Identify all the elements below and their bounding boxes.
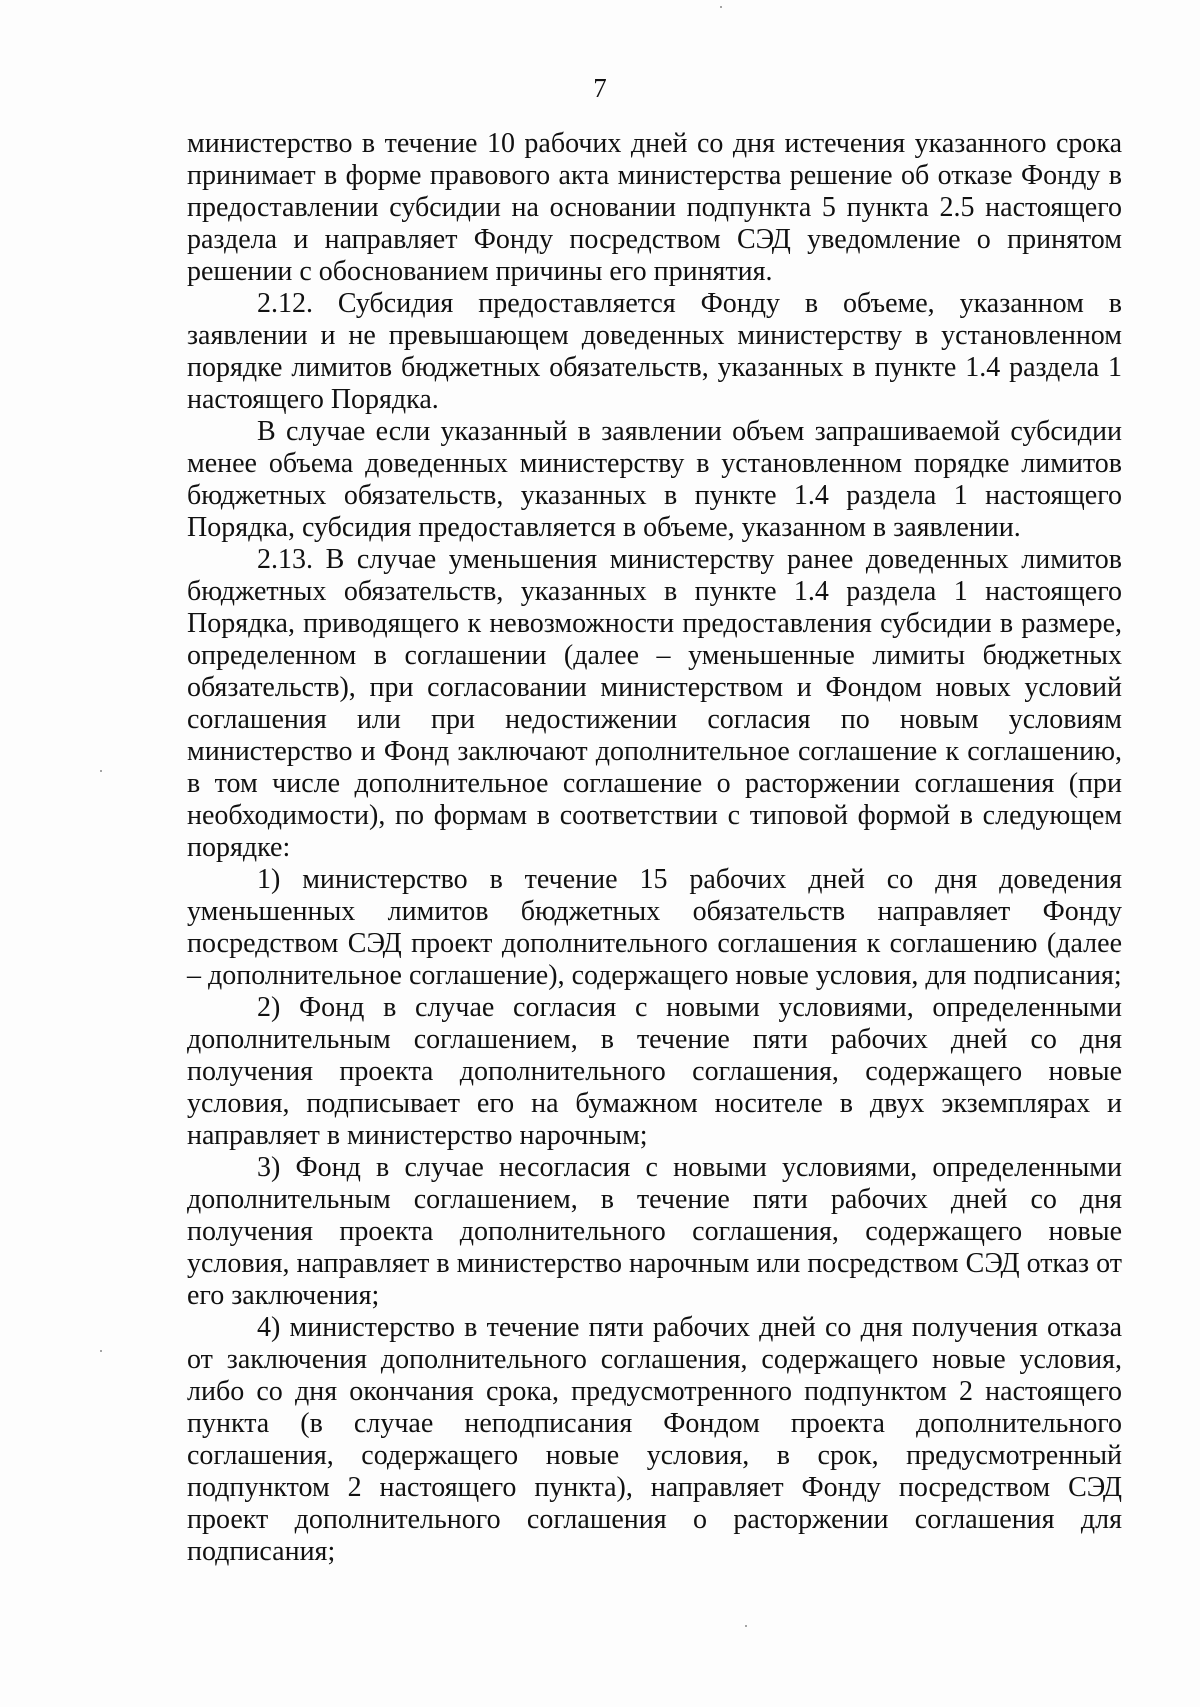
list-item-3: 3) Фонд в случае несогласия с новыми условиями, определенными дополнительным соглашением, в течение пяти рабочих дней со дня получения проекта дополнительного соглашения, содержащего новые условия, направляет в министерство нарочным или посредством СЭД отказ от его заключения; bbox=[187, 1152, 1122, 1311]
list-item-2: 2) Фонд в случае согласия с новыми условиями, определенными дополнительным соглашением, в течение пяти рабочих дней со дня получения проекта дополнительного соглашения, содержащего новые условия, подписывает его на бумажном носителе в двух экземплярах и направляет в министерство нарочным; bbox=[187, 992, 1122, 1151]
paragraph-2-12: 2.12. Субсидия предоставляется Фонду в объеме, указанном в заявлении и не превышающем доведенных министерству в установленном порядке лимитов бюджетных обязательств, указанных в пункте 1.4 раздела 1 настоящего Порядка. bbox=[187, 288, 1122, 415]
scan-speck bbox=[720, 6, 722, 8]
scan-speck bbox=[100, 770, 102, 772]
list-item-1: 1) министерство в течение 15 рабочих дней со дня доведения уменьшенных лимитов бюджетных обязательств направляет Фонду посредством СЭД проект дополнительного соглашения к соглашению (далее – дополнительное соглашение), содержащего новые условия, для подписания; bbox=[187, 864, 1122, 991]
page-number: 7 bbox=[593, 73, 607, 103]
document-body bbox=[187, 128, 1122, 1568]
paragraph-2-13: 2.13. В случае уменьшения министерству ранее доведенных лимитов бюджетных обязательств, указанных в пункте 1.4 раздела 1 настоящего Порядка, приводящего к невозможности предоставления субсидии в размере, определенном в соглашении (далее – уменьшенные лимиты бюджетных обязательств), при согласовании министерством и Фондом новых условий соглашения или при недостижении согласия по новым условиям министерство и Фонд заключают дополнительное соглашение к соглашению, в том числе дополнительное соглашение о расторжении соглашения (при необходимости), по формам в соответствии с типовой формой в следующем порядке: bbox=[187, 544, 1122, 863]
scan-speck bbox=[745, 1625, 747, 1627]
paragraph-refusal-decision: министерство в течение 10 рабочих дней со дня истечения указанного срока принимает в форме правового акта министерства решение об отказе Фонду в предоставлении субсидии на основании подпункта 5 пункта 2.5 настоящего раздела и направляет Фонду посредством СЭД уведомление о принятом решении с обоснованием причины его принятия. bbox=[187, 128, 1122, 287]
paragraph-subsidy-volume: В случае если указанный в заявлении объем запрашиваемой субсидии менее объема доведенных министерству в установленном порядке лимитов бюджетных обязательств, указанных в пункте 1.4 раздела 1 настоящего Порядка, субсидия предоставляется в объеме, указанном в заявлении. bbox=[187, 416, 1122, 543]
list-item-4: 4) министерство в течение пяти рабочих дней со дня получения отказа от заключения дополнительного соглашения, содержащего новые условия, либо со дня окончания срока, предусмотренного подпунктом 2 настоящего пункта (в случае неподписания Фондом проекта дополнительного соглашения, содержащего новые условия, в срок, предусмотренный подпунктом 2 настоящего пункта), направляет Фонду посредством СЭД проект дополнительного соглашения о расторжении соглашения для подписания; bbox=[187, 1312, 1122, 1567]
scan-speck bbox=[100, 1350, 102, 1352]
